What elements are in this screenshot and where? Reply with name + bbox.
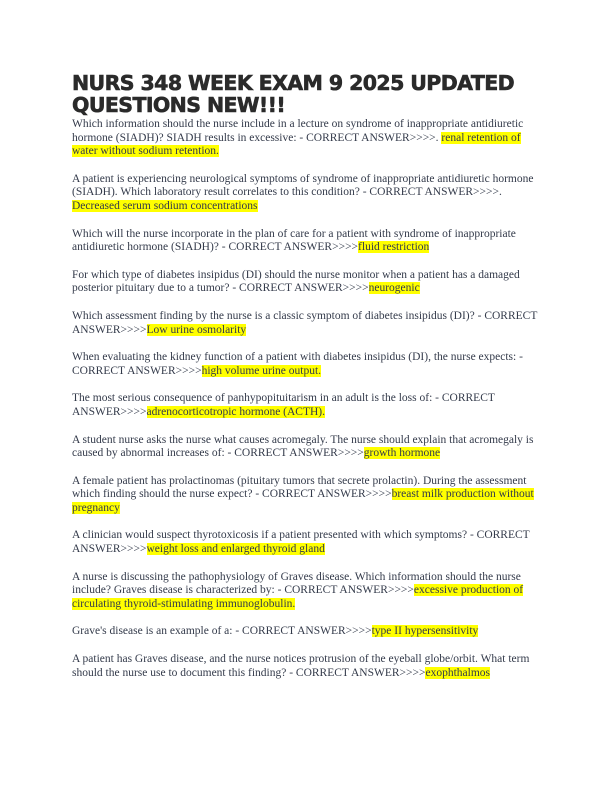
question-text: Which assessment finding by the nurse is a classic symptom of diabetes insipidus (DI)? - CORRECT ANSWER>>>> — [72, 309, 538, 336]
document-title: NURS 348 WEEK EXAM 9 2025 UPDATED QUESTIONS NEW!!! — [72, 71, 515, 117]
qa-item — [72, 351, 542, 378]
answer-highlight: fluid restriction — [358, 241, 430, 254]
answer-highlight: excessive production of circulating thyroid-stimulating immunoglobulin. — [72, 584, 524, 610]
answer-highlight: neurogenic — [368, 282, 420, 295]
question-text: A nurse is discussing the pathophysiology of Graves disease. Which information should the nurse include? Graves disease is characterized by: - CORRECT ANSWER>>>> — [72, 570, 521, 597]
answer-highlight: exophthalmos — [425, 666, 490, 679]
document-page — [72, 72, 542, 694]
question-text: For which type of diabetes insipidus (DI) should the nurse monitor when a patient has a damaged posterior pituitary due to a tumor? - CORRECT ANSWER>>>> — [72, 268, 520, 295]
qa-item — [72, 434, 542, 461]
question-text: A student nurse asks the nurse what causes acromegaly. The nurse should explain that acromegaly is caused by abnormal increases of: - CORRECT ANSWER>>>> — [72, 433, 534, 460]
question-text: A clinician would suspect thyrotoxicosis if a patient presented with which symptoms? - CORRECT ANSWER>>>> — [72, 529, 530, 556]
question-text: Grave's disease is an example of a: - CORRECT ANSWER>>>> — [72, 625, 372, 638]
qa-item — [72, 653, 542, 680]
answer-highlight: high volume urine output. — [201, 364, 322, 377]
answer-highlight: type II hypersensitivity — [371, 625, 479, 638]
answer-highlight: adrenocorticotropic hormone (ACTH). — [146, 405, 326, 418]
question-text: A patient is experiencing neurological symptoms of syndrome of inappropriate antidiuretic hormone (SIADH). Which laboratory result correlates to this condition? - CORRECT ANSWER>>>>. — [72, 172, 534, 199]
question-text: When evaluating the kidney function of a patient with diabetes insipidus (DI), the nurse expects: - CORRECT ANSWER>>>> — [72, 351, 523, 377]
qa-item — [72, 625, 542, 639]
qa-item — [72, 571, 542, 612]
question-text: Which information should the nurse include in a lecture on syndrome of inappropriate antidiuretic hormone (SIADH)? SIADH results in excessive: - CORRECT ANSWER>>>>. — [72, 118, 524, 144]
answer-highlight: weight loss and enlarged thyroid gland — [146, 543, 325, 556]
answer-highlight: Low urine osmolarity — [146, 323, 247, 336]
answer-highlight: growth hormone — [363, 447, 441, 460]
qa-item — [72, 310, 542, 337]
question-text: The most serious consequence of panhypopituitarism in an adult is the loss of: - CORRECT ANSWER>>>> — [72, 392, 495, 418]
question-text: Which will the nurse incorporate in the plan of care for a patient with syndrome of inappropriate antidiuretic hormone (SIADH)? - CORRECT ANSWER>>>> — [72, 227, 516, 254]
qa-item — [72, 228, 542, 255]
qa-item — [72, 269, 542, 296]
qa-item — [72, 173, 542, 214]
answer-highlight: breast milk production without pregnancy — [72, 488, 534, 514]
qa-item — [72, 475, 542, 516]
question-text: A patient has Graves disease, and the nurse notices protrusion of the eyeball globe/orbit. What term should the nurse use to document this finding? - CORRECT ANSWER>>>> — [72, 653, 530, 679]
answer-highlight: renal retention of water without sodium retention. — [72, 131, 521, 158]
qa-item — [72, 392, 542, 419]
answer-highlight: Decreased serum sodium concentrations — [72, 199, 258, 212]
question-text: A female patient has prolactinomas (pituitary tumors that secrete prolactin). During the assessment which finding should the nurse expect? - CORRECT ANSWER>>>> — [72, 474, 527, 501]
qa-item — [72, 529, 542, 556]
qa-item — [72, 118, 542, 159]
